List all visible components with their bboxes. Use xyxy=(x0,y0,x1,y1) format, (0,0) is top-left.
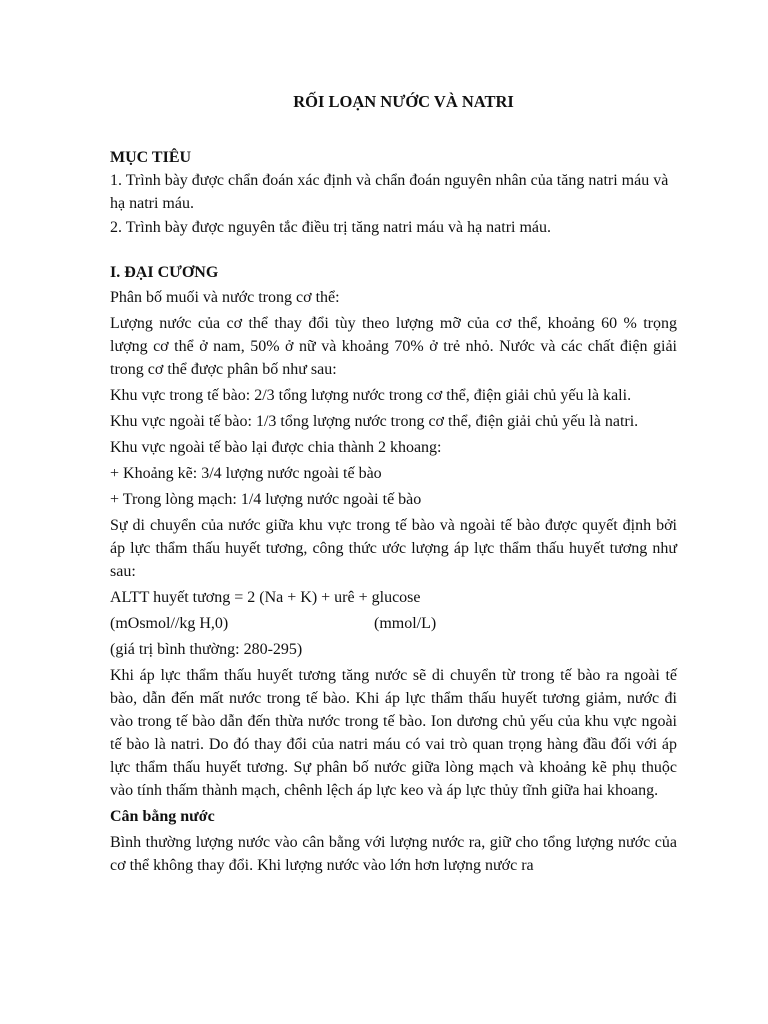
document-title: RỐI LOẠN NƯỚC VÀ NATRI xyxy=(293,92,514,111)
paragraph-extracellular: Khu vực ngoài tế bào: 1/3 tổng lượng nước trong cơ thể, điện giải chủ yếu là natri. xyxy=(110,413,639,430)
formula-unit-right: (mmol/L) xyxy=(374,615,437,632)
objectives-heading: MỤC TIÊU xyxy=(110,149,192,166)
paragraph-intracellular: Khu vực trong tế bào: 2/3 tổng lượng nước trong cơ thể, điện giải chủ yếu là kali. xyxy=(110,387,632,404)
section-1-intro: Phân bố muối và nước trong cơ thể: xyxy=(110,289,340,306)
objective-item-2: 2. Trình bày được nguyên tắc điều trị tăng natri máu và hạ natri máu. xyxy=(110,219,552,236)
water-balance-heading: Cân bằng nước xyxy=(110,808,215,825)
normal-value-note: (giá trị bình thường: 280-295) xyxy=(110,641,303,658)
paragraph-osmotic-effects: Khi áp lực thẩm thấu huyết tương tăng nước sẽ di chuyển từ trong tế bào ra ngoài tế bào, dẫn đến mất nước trong tế bào. Khi áp lực thẩm thấu huyết tương giảm, nước đi vào trong tế bào dẫn đến thừa nước trong tế bào. Ion dương chủ yếu của khu vực ngoài tế bào là natri. Do đó thay đổi của natri máu có vai trò quan trọng hàng đầu đối với áp lực thẩm thấu huyết tương. Sự phân bố nước giữa lòng mạch và khoảng kẽ phụ thuộc vào tính thấm thành mạch, chênh lệch áp lực keo và áp lực thủy tĩnh giữa hai khoang. xyxy=(110,667,677,799)
paragraph-osmotic-pressure: Sự di chuyển của nước giữa khu vực trong tế bào và ngoài tế bào được quyết định bởi áp lực thẩm thấu huyết tương, công thức ước lượng áp lực thẩm thấu huyết tương như sau: xyxy=(110,517,677,580)
osmolality-formula: ALTT huyết tương = 2 (Na + K) + urê + glucose xyxy=(110,589,421,606)
list-item-intravascular: + Trong lòng mạch: 1/4 lượng nước ngoài tế bào xyxy=(110,491,422,508)
list-item-interstitial: + Khoảng kẽ: 3/4 lượng nước ngoài tế bào xyxy=(110,465,382,482)
section-1-heading: I. ĐẠI CƯƠNG xyxy=(110,264,219,281)
formula-units-row xyxy=(110,612,677,635)
paragraph-compartments: Khu vực ngoài tế bào lại được chia thành 2 khoang: xyxy=(110,439,442,456)
paragraph-water-content: Lượng nước của cơ thể thay đổi tùy theo lượng mỡ của cơ thể, khoảng 60 % trọng lượng cơ thể ở nam, 50% ở nữ và khoảng 70% ở trẻ nhỏ. Nước và các chất điện giải trong cơ thể được phân bố như sau: xyxy=(110,315,677,378)
objective-item-1: 1. Trình bày được chẩn đoán xác định và chẩn đoán nguyên nhân của tăng natri máu và hạ natri máu. xyxy=(110,172,669,212)
formula-unit-left: (mOsmol//kg H,0) xyxy=(110,615,229,632)
paragraph-water-balance: Bình thường lượng nước vào cân bằng với lượng nước ra, giữ cho tổng lượng nước của cơ thể không thay đổi. Khi lượng nước vào lớn hơn lượng nước ra xyxy=(110,834,677,874)
